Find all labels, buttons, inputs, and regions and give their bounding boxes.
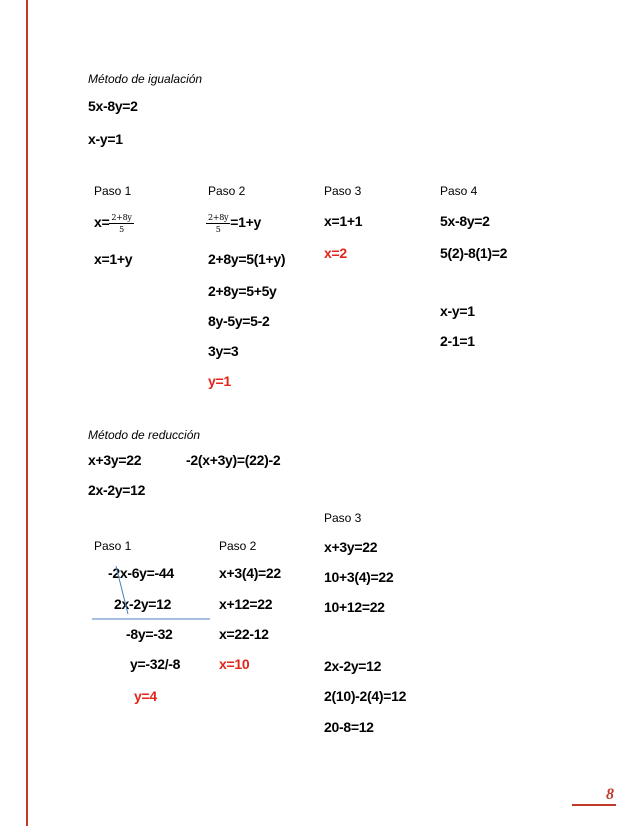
igualacion-eq2: x-y=1	[88, 131, 123, 147]
reduccion-paso2-line: x=22-12	[219, 626, 269, 642]
reduccion-paso1-result: y=4	[134, 688, 157, 704]
reduccion-paso2-result: x=10	[219, 656, 250, 672]
igualacion-eq1: 5x-8y=2	[88, 98, 138, 114]
reduccion-eq2: 2x-2y=12	[88, 482, 146, 498]
igualacion-paso2-line: 2+8y=5+5y	[208, 283, 277, 299]
igualacion-paso1-x: x=	[94, 214, 110, 231]
reduccion-paso2-line: x+12=22	[219, 596, 273, 612]
reduccion-paso2-label: Paso 2	[219, 539, 257, 553]
fraction-numerator: 2+8y	[208, 213, 229, 222]
reduccion-paso3-line: 10+12=22	[324, 599, 385, 615]
igualacion-paso2-line: 2+8y=5(1+y)	[208, 251, 286, 267]
igualacion-paso2-label: Paso 2	[208, 184, 246, 198]
reduccion-paso3-line: 2x-2y=12	[324, 658, 382, 674]
igualacion-paso3-line1: x=1+1	[324, 213, 363, 229]
reduccion-paso3-line: 20-8=12	[324, 719, 374, 735]
page-number-underline	[572, 804, 616, 806]
igualacion-paso2-line: 8y-5y=5-2	[208, 313, 270, 329]
fraction-denominator: 5	[215, 225, 221, 234]
igualacion-paso4-line: 5(2)-8(1)=2	[440, 245, 508, 261]
reduccion-eq1: x+3y=22	[88, 452, 142, 468]
reduccion-paso3-line: 10+3(4)=22	[324, 569, 394, 585]
igualacion-paso3-label: Paso 3	[324, 184, 362, 198]
reduccion-paso3-label: Paso 3	[324, 511, 362, 525]
reduccion-paso1-label: Paso 1	[94, 539, 132, 553]
reduccion-paso3-line: 2(10)-2(4)=12	[324, 688, 407, 704]
igualacion-paso3-result: x=2	[324, 245, 347, 261]
igualacion-paso1-label: Paso 1	[94, 184, 132, 198]
cancel-stroke	[116, 566, 128, 614]
igualacion-paso4-line: 5x-8y=2	[440, 213, 490, 229]
igualacion-paso4-line: 2-1=1	[440, 333, 475, 349]
igualacion-paso2-result: y=1	[208, 373, 231, 389]
reduccion-paso1-line: -2x-6y=-44	[108, 565, 174, 581]
reduccion-paso1-line: y=-32/-8	[130, 656, 181, 672]
igualacion-paso4-label: Paso 4	[440, 184, 478, 198]
igualacion-paso2-suffix: =1+y	[230, 214, 261, 231]
reduccion-paso1-line: -8y=-32	[126, 626, 173, 642]
reduccion-paso1-line: 2x-2y=12	[114, 596, 172, 612]
igualacion-paso1-line2: x=1+y	[94, 251, 133, 267]
igualacion-title: Método de igualación	[88, 72, 203, 86]
igualacion-paso4-line: x-y=1	[440, 303, 475, 319]
reduccion-eq1-multiplied: -2(x+3y)=(22)-2	[186, 452, 281, 468]
fraction-numerator: 2+8y	[111, 213, 132, 222]
igualacion-paso2-line: 3y=3	[208, 343, 239, 359]
reduccion-title: Método de reducción	[88, 428, 201, 442]
page-number: 8	[606, 786, 614, 803]
reduccion-paso3-line: x+3y=22	[324, 539, 378, 555]
reduccion-paso2-line: x+3(4)=22	[219, 565, 281, 581]
fraction-denominator: 5	[119, 225, 124, 234]
